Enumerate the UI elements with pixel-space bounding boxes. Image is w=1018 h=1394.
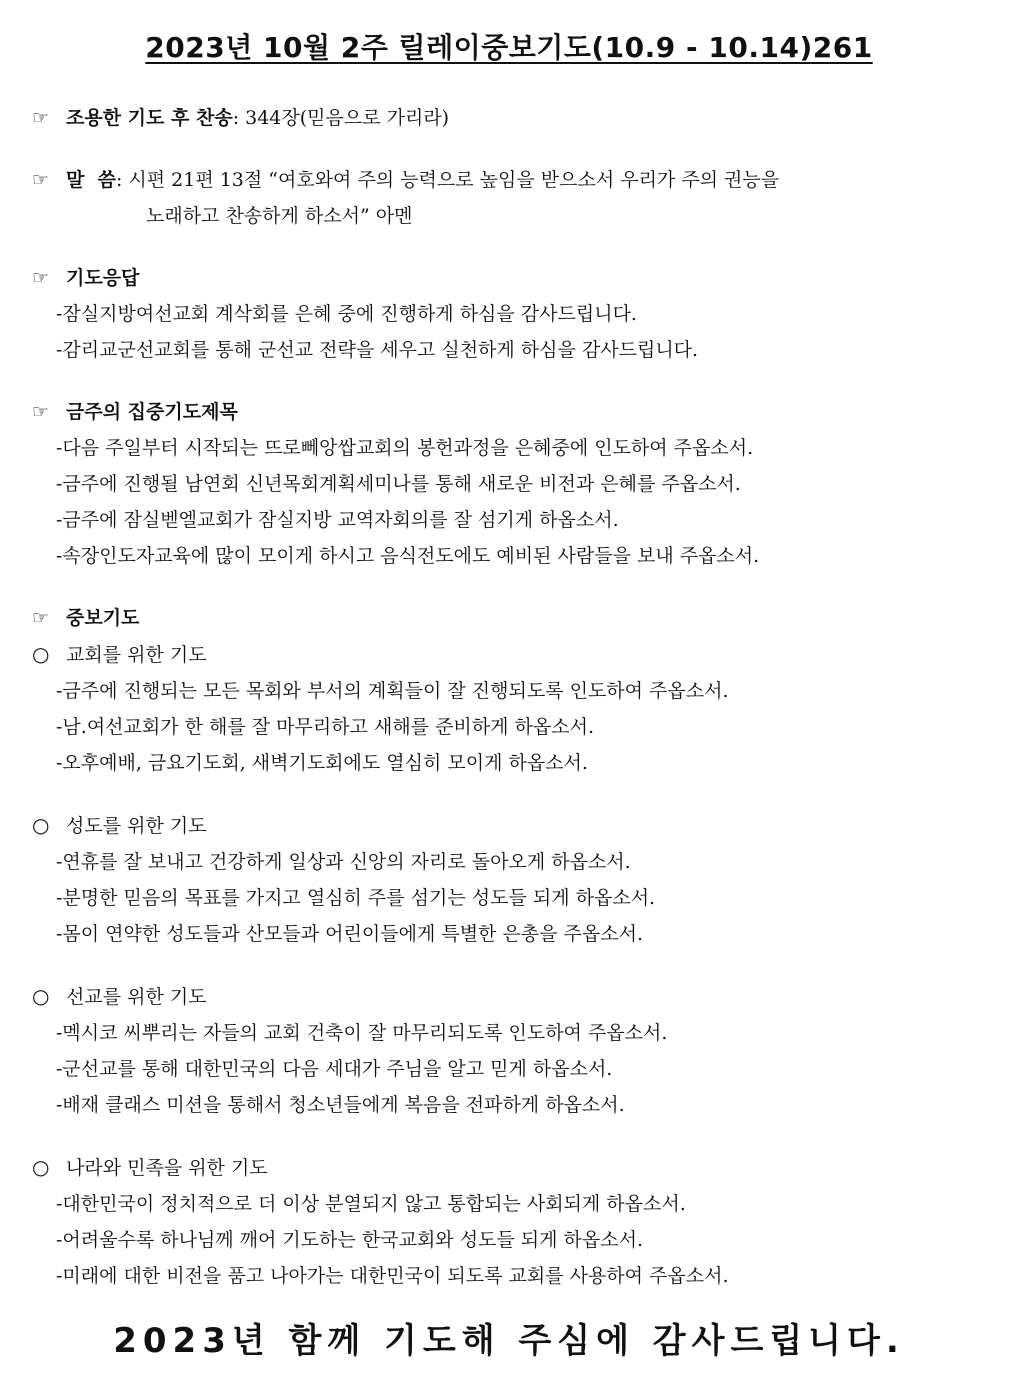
scripture-label: 말 씀 (66, 169, 116, 191)
pointing-hand-icon: ☞ (32, 267, 50, 289)
circle-icon: ○ (32, 984, 50, 1008)
document-body (32, 100, 992, 1294)
focus-heading (32, 394, 992, 430)
circle-icon: ○ (32, 642, 50, 666)
answers-label: 기도응답 (66, 267, 140, 289)
group-heading-church (32, 636, 992, 673)
spacer (32, 136, 992, 162)
answer-item: -감리교군선교회를 통해 군선교 전략을 세우고 실천하게 하심을 감사드립니다. (56, 339, 699, 361)
intercession-item: -몸이 연약한 성도들과 산모들과 어린이들에게 특별한 은총을 주옵소서. (56, 923, 644, 945)
group-heading-mission (32, 978, 992, 1015)
closing-thanks: 2023년 함께 기도해 주심에 감사드립니다. (113, 1321, 905, 1361)
pointing-hand-icon: ☞ (32, 401, 50, 423)
scripture-text-1: : 시편 21편 13절 “여호와여 주의 능력으로 높임을 받으소서 우리가 주의 권능을 (115, 169, 780, 191)
spacer (32, 781, 992, 807)
spacer (32, 234, 992, 260)
scripture-line (32, 162, 992, 198)
intercession-item: -금주에 진행되는 모든 목회와 부서의 계획들이 잘 진행되도록 인도하여 주옵소서. (56, 680, 729, 702)
focus-item: -속장인도자교육에 많이 모이게 하시고 음식전도에도 예비된 사람들을 보내 주옵소서. (56, 545, 760, 567)
intercession-item: -어려울수록 하나님께 깨어 기도하는 한국교회와 성도들 되게 하옵소서. (56, 1229, 644, 1251)
pointing-hand-icon: ☞ (32, 107, 50, 129)
pointing-hand-icon: ☞ (32, 607, 50, 629)
focus-item: -금주에 진행될 남연회 신년목회계획세미나를 통해 새로운 비전과 은혜를 주옵소서. (56, 473, 741, 495)
spacer (32, 952, 992, 978)
intercession-item: -오후예배, 금요기도회, 새벽기도회에도 열심히 모이게 하옵소서. (56, 752, 588, 774)
pointing-hand-icon: ☞ (32, 169, 50, 191)
intercession-item: -남.여선교회가 한 해를 잘 마무리하고 새해를 준비하게 하옵소서. (56, 716, 594, 738)
document-title-text: 2023년 10월 2주 릴레이중보기도(10.9 - 10.14)261 (145, 31, 873, 64)
scripture-text-2: 노래하고 찬송하게 하소서” 아멘 (146, 205, 413, 227)
group-heading-text: 나라와 민족을 위한 기도 (66, 1157, 268, 1179)
group-heading-text: 성도를 위한 기도 (66, 815, 207, 837)
answer-item: -잠실지방여선교회 계삭회를 은혜 중에 진행하게 하심을 감사드립니다. (56, 303, 637, 325)
answers-heading (32, 260, 992, 296)
document-title (0, 28, 1018, 68)
focus-item: -금주에 잠실벧엘교회가 잠실지방 교역자회의를 잘 섬기게 하옵소서. (56, 509, 619, 531)
spacer (32, 368, 992, 394)
intercession-heading (32, 600, 992, 636)
group-heading-text: 교회를 위한 기도 (66, 644, 207, 666)
intercession-item: -분명한 믿음의 목표를 가지고 열심히 주를 섬기는 성도들 되게 하옵소서. (56, 887, 656, 909)
focus-label: 금주의 집중기도제목 (66, 401, 238, 423)
group-heading-nation (32, 1149, 992, 1186)
intercession-item: -배재 클래스 미션을 통해서 청소년들에게 복음을 전파하게 하옵소서. (56, 1094, 625, 1116)
intercession-label: 중보기도 (66, 607, 140, 629)
focus-item: -다음 주일부터 시작되는 뜨로뻬앙쌉교회의 봉헌과정을 은혜중에 인도하여 주옵소서. (56, 437, 754, 459)
intercession-item: -미래에 대한 비전을 품고 나아가는 대한민국이 되도록 교회를 사용하여 주옵소서. (56, 1265, 729, 1287)
intercession-item: -멕시코 씨뿌리는 자들의 교회 건축이 잘 마무리되도록 인도하여 주옵소서. (56, 1022, 668, 1044)
spacer (32, 574, 992, 600)
spacer (32, 1123, 992, 1149)
intercession-item: -군선교를 통해 대한민국의 다음 세대가 주님을 알고 믿게 하옵소서. (56, 1058, 613, 1080)
group-heading-saints (32, 807, 992, 844)
hymn-line (32, 100, 992, 136)
group-heading-text: 선교를 위한 기도 (66, 986, 207, 1008)
circle-icon: ○ (32, 1155, 50, 1179)
intercession-item: -연휴를 잘 보내고 건강하게 일상과 신앙의 자리로 돌아오게 하옵소서. (56, 851, 631, 873)
circle-icon: ○ (32, 813, 50, 837)
intercession-item: -대한민국이 정치적으로 더 이상 분열되지 않고 통합되는 사회되게 하옵소서. (56, 1193, 686, 1215)
hymn-label: 조용한 기도 후 찬송 (66, 107, 233, 129)
hymn-text: : 344장(믿음으로 가리라) (232, 107, 450, 129)
